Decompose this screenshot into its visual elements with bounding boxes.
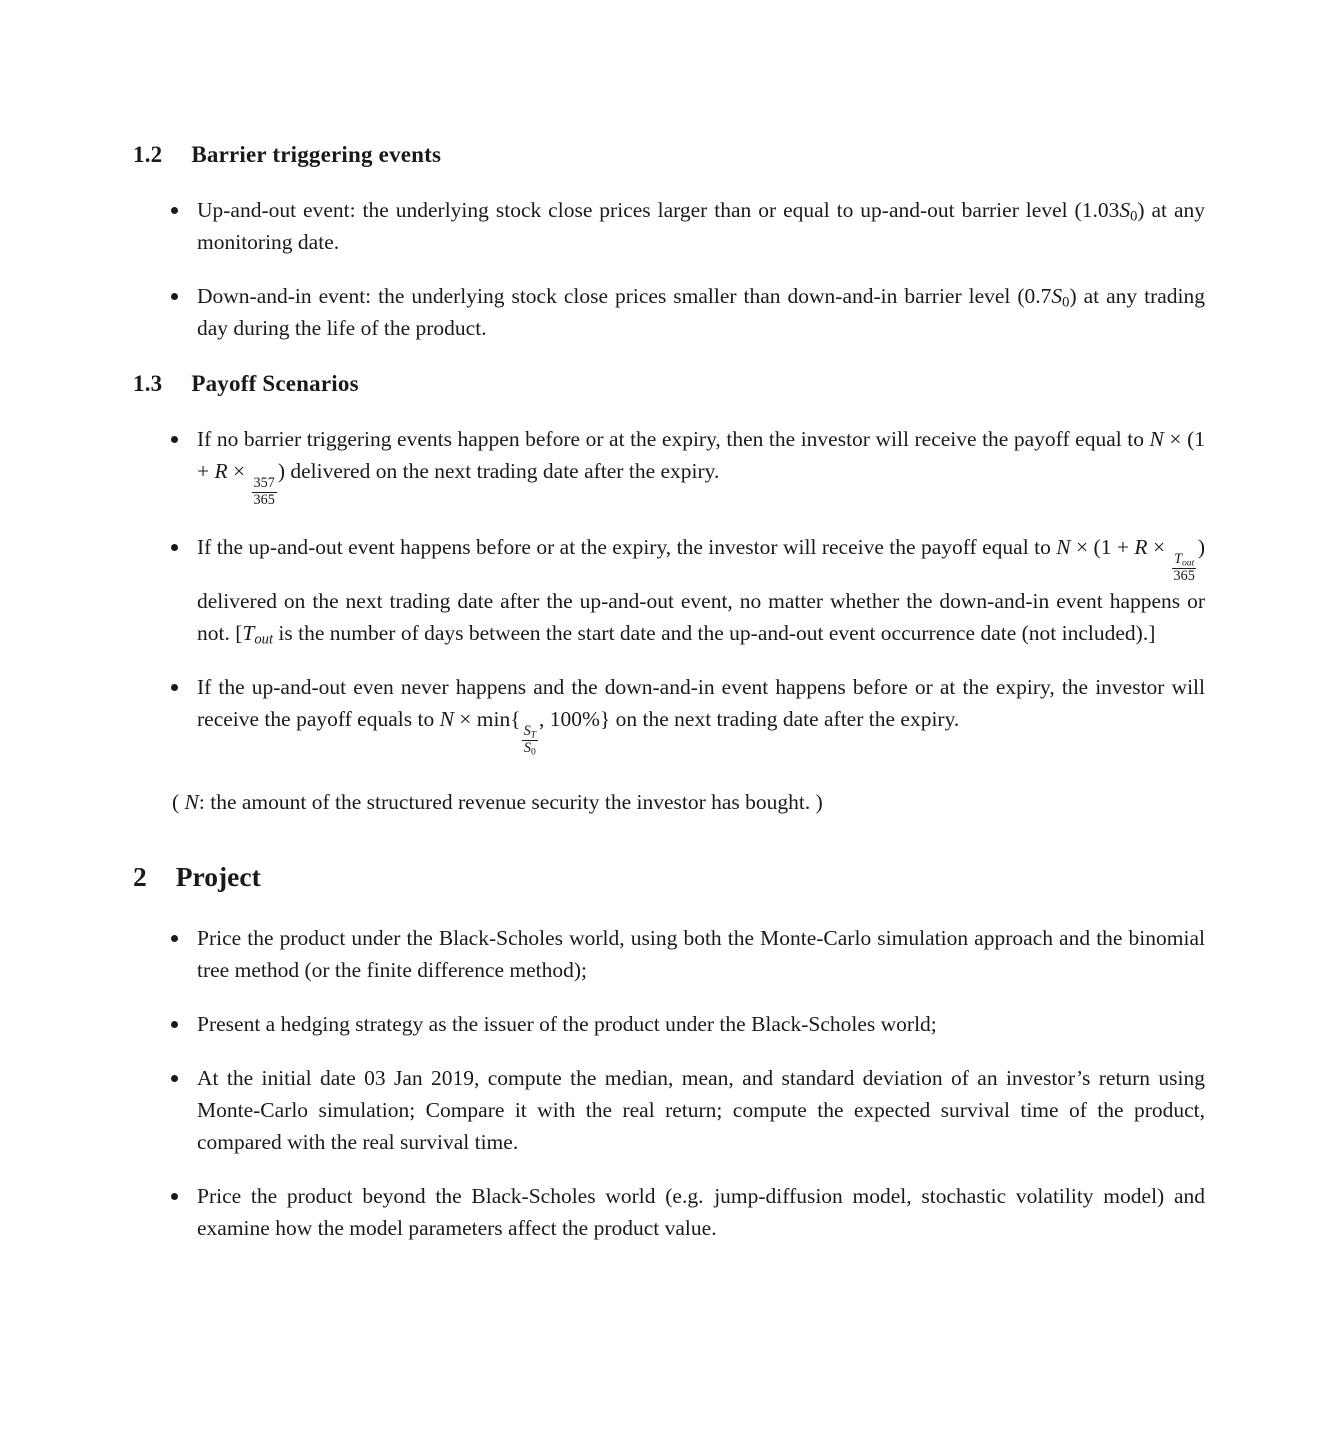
bullet-marker-icon bbox=[171, 1021, 178, 1028]
bullet-marker-icon bbox=[171, 293, 178, 300]
bullet-list bbox=[133, 423, 1205, 757]
bullet-item: If no barrier triggering events happen before or at the expiry, then the investor will receive the payoff equal to N × (1 + R × $\frac{357}{365}$ ) delivered on the next trading date after the expiry. bbox=[197, 423, 1205, 509]
math-fraction bbox=[1172, 552, 1197, 585]
math-variable: S bbox=[1051, 284, 1063, 308]
math-subscript: out bbox=[1181, 557, 1195, 569]
math-variable: T bbox=[1174, 550, 1182, 567]
math-variable: R bbox=[1134, 535, 1148, 560]
bullet-marker-icon bbox=[171, 935, 178, 942]
bullet-item: Price the product under the Black-Scholes world, using both the Monte-Carlo simulation approach and the binomial tree method (or the finite difference method); bbox=[197, 922, 1205, 986]
note-paragraph: ( N: the amount of the structured revenue security the investor has bought. ) bbox=[172, 790, 823, 815]
bullet-marker-icon bbox=[171, 544, 178, 551]
math-subscript: out bbox=[254, 631, 274, 648]
bullet-item: Up-and-out event: the underlying stock close prices larger than or equal to up-and-out barrier level (1.03S0) at any monitoring date. bbox=[197, 194, 1205, 258]
section-payoff-scenarios bbox=[133, 370, 1205, 818]
subsection-heading-1-3 bbox=[133, 370, 1205, 398]
subsection-number: 1.3 bbox=[133, 371, 163, 396]
subsection-title: Barrier triggering events bbox=[191, 142, 442, 167]
section-barrier-triggering-events bbox=[133, 141, 1205, 344]
section-heading-2 bbox=[133, 860, 1205, 893]
math-subscript: 0 bbox=[1130, 208, 1138, 225]
math-subscript: 0 bbox=[530, 746, 536, 758]
fraction-numerator bbox=[1172, 552, 1196, 569]
fraction-numerator: 357 bbox=[252, 476, 277, 493]
bullet-item: Down-and-in event: the underlying stock close prices smaller than down-and-in barrier level (0.7S0) at any trading day during the life of the product. bbox=[197, 280, 1205, 344]
fraction-numerator bbox=[522, 724, 538, 741]
math-fraction bbox=[522, 724, 538, 757]
subsection-number: 1.2 bbox=[133, 142, 163, 167]
bullet-marker-icon bbox=[171, 1075, 178, 1082]
bullet-list bbox=[133, 194, 1205, 344]
math-variable: N bbox=[1149, 427, 1164, 451]
math-variable: N bbox=[184, 790, 199, 815]
bullet-item: If the up-and-out event happens before or at the expiry, the investor will receive the payoff equal to N × (1 + R × $\frac{\text{Tout}}{365}$ ) delivered on the next trading date after the up-and-out event, no matter whether the down-and-in event happens or not. [Tout is the number of days between the start date and the up-and-out event occurrence date (not included).] bbox=[197, 531, 1205, 649]
bullet-item: Present a hedging strategy as the issuer of the product under the Black-Scholes world; bbox=[197, 1008, 1205, 1040]
math-variable: S bbox=[523, 740, 531, 757]
bullet-item: If the up-and-out even never happens and the down-and-in event happens before or at the expiry, the investor will receive the payoff equals to N × min{ $\frac{ST}{S0}$ , 100%} on the next trading date after the expiry. bbox=[197, 671, 1205, 757]
bullet-item: Price the product beyond the Black-Scholes world (e.g. jump-diffusion model, stochastic volatility model) and examine how the model parameters affect the product value. bbox=[197, 1180, 1205, 1244]
section-number: 2 bbox=[133, 861, 147, 893]
subsection-heading-1-2 bbox=[133, 141, 1205, 169]
subsection-title: Payoff Scenarios bbox=[191, 371, 359, 396]
section-title: Project bbox=[175, 861, 261, 893]
math-fraction bbox=[252, 476, 277, 509]
math-variable: N bbox=[1056, 535, 1071, 560]
math-subscript: T bbox=[530, 729, 537, 741]
math-variable: N bbox=[439, 707, 454, 732]
bullet-marker-icon bbox=[171, 684, 178, 691]
bullet-item: At the initial date 03 Jan 2019, compute the median, mean, and standard deviation of an investor’s return using Monte-Carlo simulation; Compare it with the real return; compute the expected survival time of the product, compared with the real survival time. bbox=[197, 1062, 1205, 1158]
bullet-list bbox=[133, 922, 1205, 1244]
fraction-denominator: 365 bbox=[253, 492, 275, 509]
math-variable: S bbox=[523, 722, 531, 739]
bullet-marker-icon bbox=[171, 436, 178, 443]
fraction-denominator bbox=[522, 741, 538, 757]
math-variable: T bbox=[242, 621, 255, 646]
bullet-marker-icon bbox=[171, 207, 178, 214]
math-variable: S bbox=[1119, 198, 1131, 222]
math-variable: R bbox=[214, 459, 228, 483]
math-subscript: 0 bbox=[1062, 294, 1070, 311]
bullet-marker-icon bbox=[171, 1193, 178, 1200]
fraction-denominator: 365 bbox=[1173, 568, 1195, 585]
section-project bbox=[133, 860, 1205, 1244]
